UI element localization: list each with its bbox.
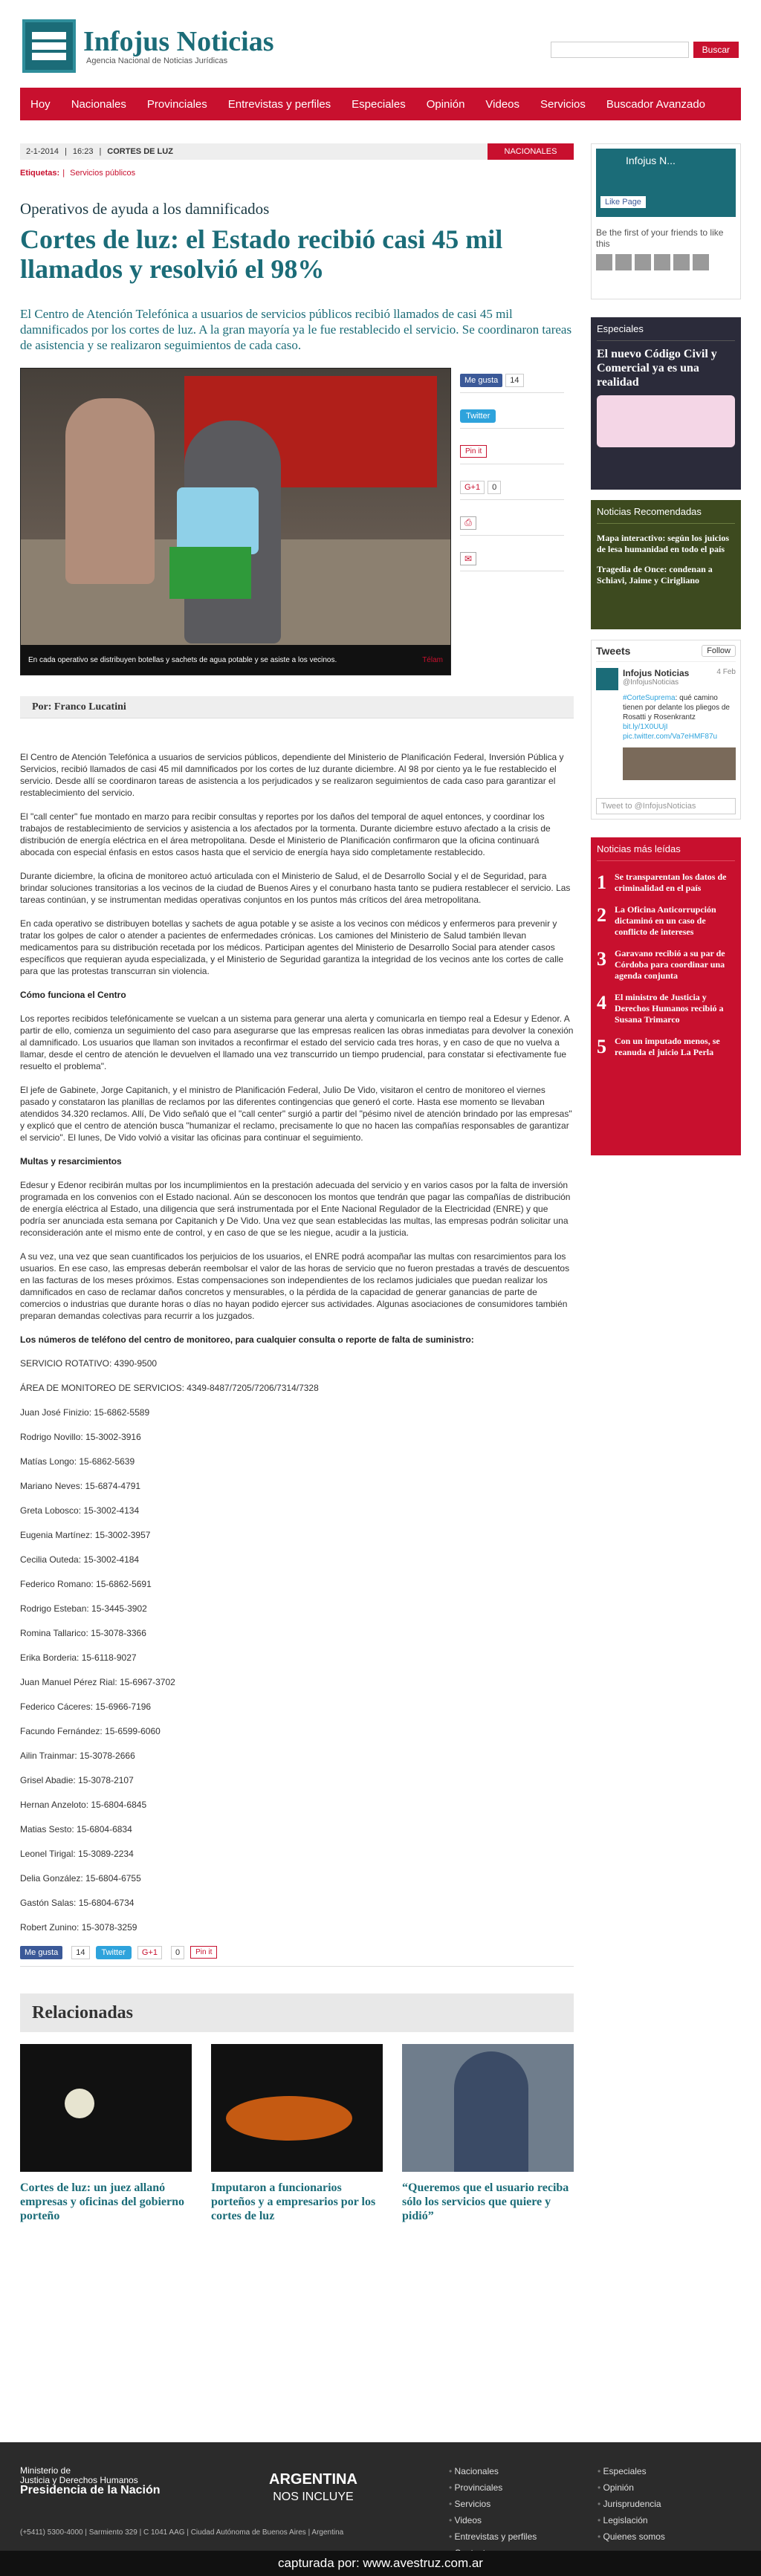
footer-address: (+5411) 5300-4000 | Sarmiento 329 | C 1041 AAG | Ciudad Autónoma de Buenos Aires | Argentina <box>20 2528 344 2537</box>
paragraph: El "call center" fue montado en marzo para recibir consultas y reportes por los daños del temporal de aquel entonces, y coordinar los trabajos de restablecimiento de servicios y asistencia a los afectados por la tormenta. Durante diciembre estuvo afectado a la crisis de distribución de energía eléctrica en el área metropolitana. Desde el Ministerio de Planificación confirmaron que la oficina continuará abocada con especial énfasis en estos casos hasta que el servicio de energía haya sido completamente restablecido. <box>20 811 551 857</box>
tweets-heading: Tweets <box>596 645 631 657</box>
facebook-like-button[interactable]: Me gusta <box>20 1946 62 1959</box>
phone-line: Grisel Abadie: 15-3078-2107 <box>20 1775 134 1785</box>
facebook-like-count: 14 <box>505 374 523 387</box>
phone-line: Matias Sesto: 15-6804-6834 <box>20 1824 132 1834</box>
paragraph: A su vez, una vez que sean cuantificados los perjuicios de los usuarios, el ENRE podrá acompañar las multas con resarcimientos para los usuarios. En ese caso, las empresas deberán reembolsar el valor de las horas de servicio que no fueron prestadas a través de descuentos en las facturas de los meses próximos. Estas compensaciones son independientes de los reclamos judiciales que puedan realizar los damnificados en caso de reclamar daños concretos y mensurables, o la pérdida de la capacidad de generar ganancias de parte de comercios o industrias que durante horas o días no hayan podido ejercer sus actividades. Algunas asociaciones de consumidores también preparan demandas colectivas para recurrir a los juzgados. <box>20 1251 570 1321</box>
section-badge[interactable]: NACIONALES <box>488 143 574 160</box>
tweet-to-box[interactable]: Tweet to @InfojusNoticias <box>596 798 736 814</box>
related-image <box>402 2044 574 2172</box>
footer <box>0 2442 761 2551</box>
mas-leida-title: Con un imputado menos, se reanuda el juicio La Perla <box>615 1036 720 1057</box>
footer-link[interactable]: • Nacionales <box>449 2463 537 2479</box>
footer-links-col2 <box>598 2463 665 2545</box>
phone-line: Hernan Anzeloto: 15-6804-6845 <box>20 1800 147 1810</box>
footer-link[interactable]: • Entrevistas y perfiles <box>449 2528 537 2545</box>
facebook-like-button[interactable]: Me gusta <box>460 374 502 387</box>
paragraph: Los reportes recibidos telefónicamente se vuelcan a un sistema para generar una alerta y comunicarla en tiempo real a Edesur y Edenor. A partir de ello, comienza un seguimiento del caso para asegurarse que las empresas realicen las obras inmediatas para devolver la conexión al damnificado. Los usuarios que llaman son invitados a reconfirmar el estado del servicio cada tres horas, y en caso de que no vuelva a llamar, desde el centro de atención le devuelven el llamado una vez transcurrido un tiempo prudencial, para constatar si efectivamente fue resuelto el problema". <box>20 1013 574 1071</box>
tweet-body: : qué camino tienen por delante los pliegos de Rosatti y Rosenkrantz <box>623 694 730 721</box>
rank-number: 3 <box>597 948 606 970</box>
especiales-widget <box>591 317 741 490</box>
main-nav <box>20 88 741 120</box>
logo-title: Infojus Noticias <box>83 26 274 57</box>
article-photo <box>20 368 451 675</box>
footer-link[interactable]: • Provinciales <box>449 2479 537 2496</box>
mas-leida-item[interactable] <box>597 948 735 982</box>
search-button[interactable]: Buscar <box>693 42 739 58</box>
header <box>0 0 761 79</box>
photo-source: Télam <box>422 655 443 664</box>
footer-link[interactable]: • Quienes somos <box>598 2528 665 2545</box>
logo-mark-icon <box>22 19 76 73</box>
tag-link[interactable]: Servicios públicos <box>70 169 136 178</box>
phone-line: Facundo Fernández: 15-6599-6060 <box>20 1726 161 1736</box>
related-heading: Relacionadas <box>20 1993 574 2032</box>
google-plus-button[interactable]: G+1 <box>460 481 485 494</box>
search-bar <box>551 42 739 58</box>
mas-leida-item[interactable] <box>597 872 735 894</box>
nav-entrevistas[interactable]: Entrevistas y perfiles <box>227 97 331 111</box>
especiales-image[interactable] <box>597 395 735 447</box>
mas-leida-title: Garavano recibió a su par de Córdoba para coordinar una agenda conjunta <box>615 948 725 981</box>
nav-servicios[interactable]: Servicios <box>540 97 586 111</box>
mas-leida-item[interactable] <box>597 992 735 1025</box>
tweet-text <box>596 693 736 742</box>
argentina-line2: NOS INCLUYE <box>273 2491 354 2503</box>
related-title: “Queremos que el usuario reciba sólo los servicios que quiere y pidió” <box>402 2181 569 2222</box>
phone-line: Juan Manuel Pérez Rial: 15-6967-3702 <box>20 1677 175 1687</box>
ministerio-line3: Presidencia de la Nación <box>20 2484 161 2496</box>
tweet-author-handle: @InfojusNoticias <box>623 678 679 687</box>
mas-leida-item[interactable] <box>597 1036 735 1058</box>
phone-line: Rodrigo Novillo: 15-3002-3916 <box>20 1432 141 1442</box>
related-title: Cortes de luz: un juez allanó empresas y oficinas del gobierno porteño <box>20 2181 185 2222</box>
phone-line: Juan José Finizio: 15-6862-5589 <box>20 1407 150 1418</box>
facebook-first-text: Be the first of your friends to like this <box>596 227 724 249</box>
related-image <box>20 2044 192 2172</box>
facebook-cover <box>596 149 736 217</box>
paragraph: El jefe de Gabinete, Jorge Capitanich, y el ministro de Planificación Federal, Julio De Vido, visitaron el centro de monitoreo el viernes pasado y constataron las planillas de reclamos por las diferentes contingencias que generó el corte. Hasta ese momento se llevaban atendidos 34.320 reclamos. Allí, De Vido señaló que el "call center" surgió a partir del "pésimo nivel de atención brindado por las empresas" y explicó que el centro de atención busca "humanizar el reclamo, precisamente lo que no hacen las compañías responsables de garantizar el servicio". El lunes, De Vido volvió a visitar las oficinas para continuar el seguimiento. <box>20 1085 572 1143</box>
mas-leida-title: Se transparentan los datos de criminalidad en el país <box>615 872 727 893</box>
phone-line: Matías Longo: 15-6862-5639 <box>20 1456 135 1467</box>
article-date: 2-1-2014 <box>26 147 59 156</box>
twitter-widget <box>591 640 741 820</box>
main-column <box>20 143 574 2223</box>
date-bar: 2-1-2014 | 16:23 | CORTES DE LUZ NACIONALES <box>20 143 574 160</box>
rank-number: 4 <box>597 992 606 1013</box>
facebook-like-page-button[interactable]: Like Page <box>600 196 646 208</box>
nav-videos[interactable]: Videos <box>485 97 520 111</box>
rank-number: 2 <box>597 904 606 926</box>
ministerio-line2: Justicia y Derechos Humanos <box>20 2475 138 2485</box>
phone-line: Greta Lobosco: 15-3002-4134 <box>20 1505 140 1516</box>
sidebar <box>591 143 741 1155</box>
tags-label: Etiquetas: <box>20 169 60 178</box>
related-item[interactable] <box>20 2044 192 2223</box>
phone-line: Robert Zunino: 15-3078-3259 <box>20 1922 137 1933</box>
facebook-widget <box>591 143 741 299</box>
related-grid <box>20 2044 574 2223</box>
paragraph: Durante diciembre, la oficina de monitoreo actuó articulada con el Ministerio de Salud, el de Desarrollo Social y el de Seguridad, para brindar soluciones transitorias a los vecinos de la ciudad de Buenos Aires y el conurbano hasta tanto se pudiera restablecer el servicio. Las tareas continúan, y se instrumentan medidas operativas conjuntos en los puntos más críticos del área metropolitana. <box>20 871 571 905</box>
phone-line: Erika Borderia: 15-6118-9027 <box>20 1652 137 1663</box>
nav-hoy[interactable]: Hoy <box>30 97 51 111</box>
nav-provinciales[interactable]: Provinciales <box>146 97 207 111</box>
paragraph: En cada operativo se distribuyen botellas y sachets de agua potable y se asiste a los vecinos con médicos y enfermeros para prevenir y tratar los golpes de calor o atender a pacientes de enfermedades crónicas. Los camiones del Ministerio de Salud también llevan medicamentos para su distribución recetada por los médicos. Participan agentes del Ministerio de Desarrollo Social para atender casos específicos que requieran ayuda especializada, y el Ministerio de Seguridad garantiza la integridad de los vecinos ante los cortes de calle para que las protestas transcurran sin violencia. <box>20 918 564 976</box>
footer-link[interactable]: • Videos <box>449 2512 537 2528</box>
mas-leidas-widget <box>591 837 741 1155</box>
avatar[interactable] <box>596 668 618 690</box>
related-item[interactable] <box>211 2044 383 2223</box>
tweet-author <box>596 668 736 690</box>
rank-number: 1 <box>597 872 606 893</box>
phone-line: Federico Romano: 15-6862-5691 <box>20 1579 152 1589</box>
capture-credit: capturada por: www.avestruz.com.ar <box>0 2551 761 2576</box>
nav-buscador[interactable]: Buscador Avanzado <box>606 97 706 111</box>
tweet-link[interactable]: bit.ly/1X0UUjI pic.twitter.com/Va7eHMF87u <box>623 723 718 741</box>
related-image <box>211 2044 383 2172</box>
especiales-heading: Especiales <box>597 323 735 341</box>
argentina-logo <box>269 2470 357 2506</box>
facebook-page-name[interactable]: Infojus N... <box>626 155 676 166</box>
nav-opinion[interactable]: Opinión <box>426 97 465 111</box>
footer-link[interactable]: • Especiales <box>598 2463 665 2479</box>
article-body <box>20 751 574 1933</box>
logo-subtitle: Agencia Nacional de Noticias Jurídicas <box>86 56 228 65</box>
recomendadas-heading: Noticias Recomendadas <box>597 506 735 524</box>
footer-links-col1 <box>449 2463 537 2561</box>
article-kicker: Operativos de ayuda a los damnificados <box>20 200 270 218</box>
paragraph: El Centro de Atención Telefónica a usuarios de servicios públicos, dependiente del Ministerio de Planificación Federal, Inversión Pública y Servicios, recibió llamados de casi 45 mil damnificados por los cortes de luz durante diciembre. Al 98 por ciento ya le fue restablecido el servicio. Desde allí se coordinaron tareas de asistencia a los perjudicados y se realizaron seguimientos de cada caso para garantizar el restablecimiento del servicio. <box>20 752 564 798</box>
recomendada-item[interactable]: Tragedia de Once: condenan a Schiavi, Jaime y Cirigliano <box>597 564 713 585</box>
phone-line: Federico Cáceres: 15-6966-7196 <box>20 1701 152 1712</box>
google-plus-count: 0 <box>171 1946 184 1959</box>
article-time: 16:23 <box>72 147 94 156</box>
twitter-button[interactable]: Twitter <box>96 1946 132 1959</box>
ministerio-line1: Ministerio de <box>20 2465 71 2476</box>
article-section[interactable]: CORTES DE LUZ <box>107 147 173 156</box>
twitter-button[interactable]: Twitter <box>460 409 496 423</box>
tweet-date: 4 Feb <box>716 668 736 676</box>
pinterest-button[interactable]: Pin it <box>190 1946 217 1959</box>
phone-line: Romina Tallarico: 15-3078-3366 <box>20 1628 146 1638</box>
phone-line: Delia González: 15-6804-6755 <box>20 1873 141 1884</box>
rotativo-line: SERVICIO ROTATIVO: 4390-9500 <box>20 1358 158 1369</box>
photo-caption <box>21 645 450 675</box>
especiales-title[interactable]: El nuevo Código Civil y Comercial ya es una realidad <box>597 348 717 389</box>
footer-link[interactable]: • Legislación <box>598 2512 665 2528</box>
facebook-like-count: 14 <box>71 1946 89 1959</box>
phone-line: Cecilia Outeda: 15-3002-4184 <box>20 1554 140 1565</box>
nav-nacionales[interactable]: Nacionales <box>71 97 126 111</box>
search-input[interactable] <box>551 42 689 58</box>
footer-link[interactable]: • Opinión <box>598 2479 665 2496</box>
tweet-author-name[interactable]: Infojus Noticias <box>623 668 690 678</box>
paragraph: Edesur y Edenor recibirán multas por los incumplimientos en la prestación adecuada del servicio y en varios casos por la falta de inversión programada en los convenios con el Estado nacional. Aún se desconocen los montos que tendrán que pagar las compañías de distribución de energía eléctrica al Estado, una diligencia que será instrumentada por el Ente Nacional Regulador de la Electricidad (ENRE) y que podría ser anunciada esta semana por Capitanich y De Vido. Una vez que sean establecidas las multas, las empresas podrán solicitar una reconsideración ante el mismo ente de control, y en caso de que se les niegue, acudir a la justicia. <box>20 1180 571 1238</box>
related-title: Imputaron a funcionarios porteños y a empresarios por los cortes de luz <box>211 2181 376 2222</box>
article-media <box>20 368 574 675</box>
footer-link[interactable]: • Servicios <box>449 2496 537 2512</box>
footer-link[interactable]: • Jurisprudencia <box>598 2496 665 2512</box>
tweet-image[interactable] <box>623 747 736 780</box>
phone-line: Rodrigo Esteban: 15-3445-3902 <box>20 1603 147 1614</box>
mas-leida-item[interactable] <box>597 904 735 938</box>
rank-number: 5 <box>597 1036 606 1057</box>
nav-especiales[interactable]: Especiales <box>352 97 406 111</box>
recomendadas-widget <box>591 500 741 629</box>
subheading: Multas y resarcimientos <box>20 1156 122 1167</box>
subheading: Los números de teléfono del centro de monitoreo, para cualquier consulta o reporte de falta de suministro: <box>20 1334 474 1345</box>
site-logo[interactable] <box>22 19 274 73</box>
phone-line: Mariano Neves: 15-6874-4791 <box>20 1481 141 1491</box>
recomendada-item[interactable]: Mapa interactivo: según los juicios de lesa humanidad en todo el país <box>597 533 729 554</box>
photo-caption-text: En cada operativo se distribuyen botellas y sachets de agua potable y se asiste a los vecinos. <box>28 655 337 664</box>
article-title: Cortes de luz: el Estado recibió casi 45 mil llamados y resolvió el 98% <box>20 224 503 284</box>
email-icon[interactable]: ✉ <box>460 552 476 565</box>
argentina-line1: ARGENTINA <box>269 2471 357 2488</box>
phone-line: Ailin Trainmar: 15-3078-2666 <box>20 1751 135 1761</box>
google-plus-button[interactable]: G+1 <box>137 1946 162 1959</box>
tweets-header <box>596 645 736 662</box>
share-column <box>460 368 564 675</box>
byline: Por: Franco Lucatini <box>20 696 574 718</box>
tweet-hashtag[interactable]: #CorteSuprema <box>623 694 676 702</box>
google-plus-count: 0 <box>488 481 501 494</box>
mas-leidas-heading: Noticias más leídas <box>597 843 735 861</box>
related-item[interactable] <box>402 2044 574 2223</box>
facebook-faces <box>596 254 736 270</box>
bottom-share-bar <box>20 1946 574 1967</box>
print-icon[interactable]: ⎙ <box>460 516 476 530</box>
ministerio-logo[interactable] <box>20 2466 161 2495</box>
phone-line: Gastón Salas: 15-6804-6734 <box>20 1898 135 1908</box>
mas-leida-title: El ministro de Justicia y Derechos Humanos recibió a Susana Trimarco <box>615 992 724 1025</box>
area-line: ÁREA DE MONITOREO DE SERVICIOS: 4349-8487/7205/7206/7314/7328 <box>20 1383 319 1393</box>
tags: Etiquetas: | Servicios públicos <box>20 169 136 178</box>
phone-line: Leonel Tirigal: 15-3089-2234 <box>20 1849 134 1859</box>
subheading: Cómo funciona el Centro <box>20 990 126 1000</box>
pinterest-button[interactable]: Pin it <box>460 445 487 458</box>
article-lead: El Centro de Atención Telefónica a usuarios de servicios públicos recibió llamados de casi 45 mil damnificados por los cortes de luz. A la gran mayoría ya le fue restablecido el servicio. Se coordinaron tareas de asistencia y se realizaron seguimientos de cada caso. <box>20 307 572 352</box>
twitter-follow-button[interactable]: Follow <box>702 645 736 657</box>
phone-line: Eugenia Martínez: 15-3002-3957 <box>20 1530 151 1540</box>
mas-leida-title: La Oficina Anticorrupción dictaminó en un caso de conflicto de intereses <box>615 904 716 937</box>
